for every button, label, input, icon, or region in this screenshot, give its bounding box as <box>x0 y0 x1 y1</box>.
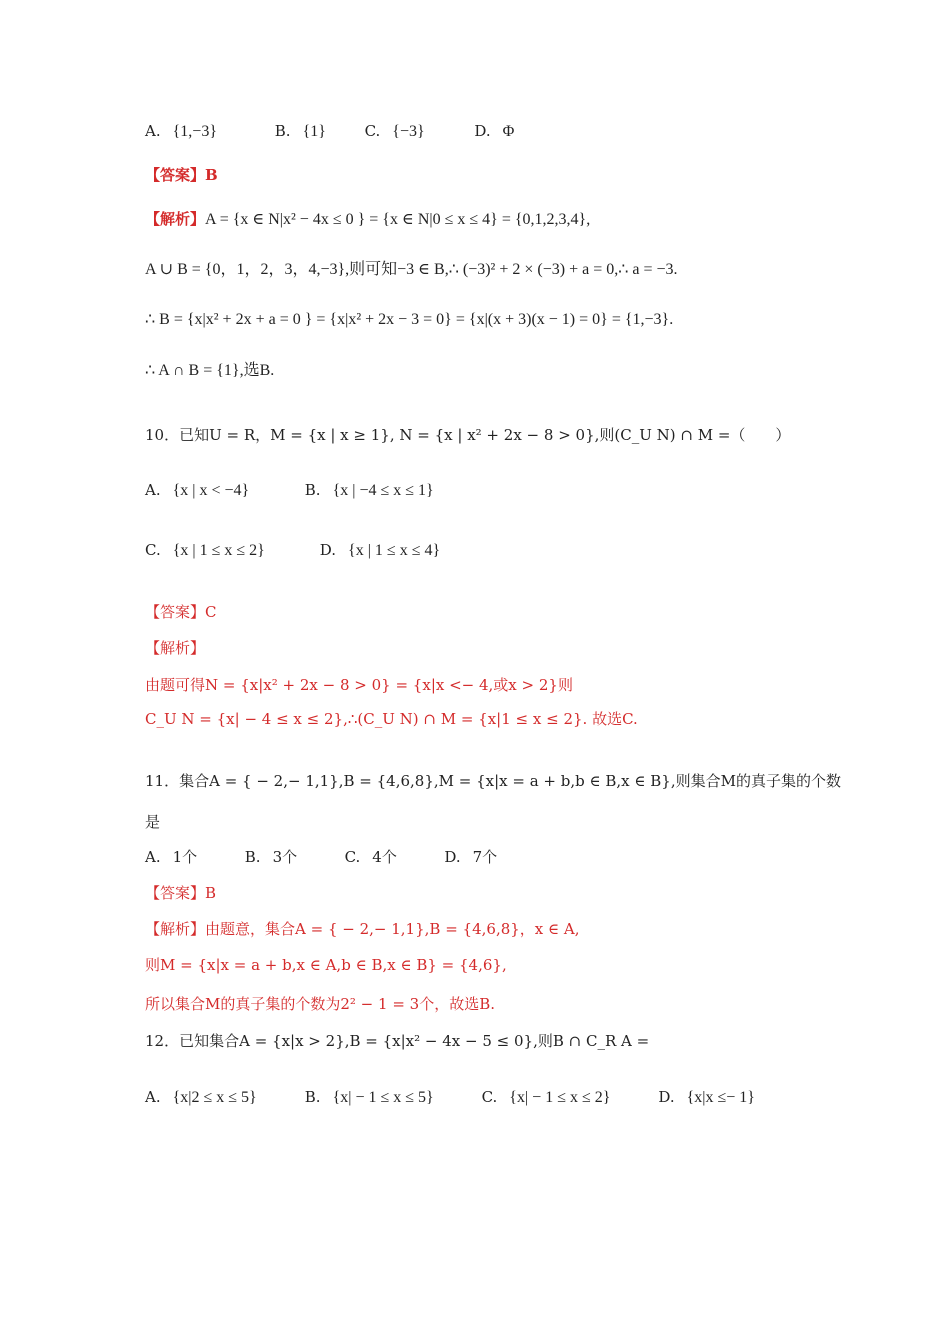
q10-analysis-tag: 【解析】 <box>145 639 206 657</box>
q10-option-a: A. {x | x < −4} <box>145 481 250 499</box>
q9-option-d: D. Φ <box>474 122 515 140</box>
q11-analysis-line-2: 则M = {x|x = a + b,x ∈ A,b ∈ B,x ∈ B} = {4,6}, <box>145 956 507 974</box>
q9-analysis-line-4: ∴ A ∩ B = {1},选B. <box>145 362 275 379</box>
q10-analysis-line-2: C_U N = {x| − 4 ≤ x ≤ 2},∴(C_U N) ∩ M = {x|1 ≤ x ≤ 2}. 故选C. <box>145 710 638 728</box>
q12-option-c: C. {x| − 1 ≤ x ≤ 2} <box>481 1088 611 1106</box>
q12-option-d: D. {x|x ≤− 1} <box>658 1088 755 1106</box>
q11-options <box>145 850 497 865</box>
q12-stem: 12．已知集合A = {x|x > 2},B = {x|x² − 4x − 5 ≤ 0},则B ∩ C_R A = <box>145 1032 650 1050</box>
q10-option-d: D. {x | 1 ≤ x ≤ 4} <box>319 541 441 559</box>
q9-analysis-line-2: A ∪ B = {0，1，2，3，4,−3},则可知−3 ∈ B,∴ (−3)² + 2 × (−3) + a = 0,∴ a = −3. <box>145 261 678 278</box>
q9-options <box>145 124 514 140</box>
q10-analysis-line-1: 由题可得N = {x|x² + 2x − 8 > 0} = {x|x <− 4,或x > 2}则 <box>145 676 573 694</box>
q11-option-b: B. 3个 <box>244 848 298 866</box>
q12-option-a: A. {x|2 ≤ x ≤ 5} <box>145 1088 257 1106</box>
q9-option-b: B. {1} <box>274 122 326 140</box>
q11-option-a: A. 1个 <box>145 848 198 866</box>
q11-stem-line-1: 11．集合A = { − 2,− 1,1},B = {4,6,8},M = {x|x = a + b,b ∈ B,x ∈ B},则集合M的真子集的个数 <box>145 772 841 790</box>
q10-option-c: C. {x | 1 ≤ x ≤ 2} <box>145 541 265 559</box>
q12-options <box>145 1090 755 1106</box>
q9-analysis-line-3: ∴ B = {x|x² + 2x + a = 0 } = {x|x² + 2x − 3 = 0} = {x|(x + 3)(x − 1) = 0} = {1,−3}. <box>145 311 674 328</box>
q10-option-b: B. {x | −4 ≤ x ≤ 1} <box>304 481 434 499</box>
q11-option-c: C. 4个 <box>344 848 397 866</box>
q10-options-row-1 <box>145 483 434 499</box>
q11-analysis-line-1: 【解析】由题意，集合A = { − 2,− 1,1},B = {4,6,8}，x ∈ A, <box>145 920 580 938</box>
q9-analysis-line-1: 【解析】A = {x ∈ N|x² − 4x ≤ 0 } = {x ∈ N|0 ≤ x ≤ 4} = {0,1,2,3,4}, <box>145 210 591 228</box>
q10-answer: 【答案】C <box>145 603 217 621</box>
q9-option-a: A. {1,−3} <box>145 122 217 140</box>
q11-answer: 【答案】B <box>145 884 217 902</box>
q12-option-b: B. {x| − 1 ≤ x ≤ 5} <box>304 1088 434 1106</box>
q11-option-d: D. 7个 <box>444 848 498 866</box>
q11-stem-line-2: 是 <box>145 813 161 831</box>
q9-answer: 【答案】B <box>145 166 218 184</box>
q10-options-row-2 <box>145 543 440 559</box>
q9-option-c: C. {−3} <box>364 122 425 140</box>
q10-stem: 10．已知U = R，M = {x | x ≥ 1}, N = {x | x² + 2x − 8 > 0},则(C_U N) ∩ M =（ ） <box>145 426 791 444</box>
q11-analysis-line-3: 所以集合M的真子集的个数为2² − 1 = 3个，故选B. <box>145 995 496 1013</box>
